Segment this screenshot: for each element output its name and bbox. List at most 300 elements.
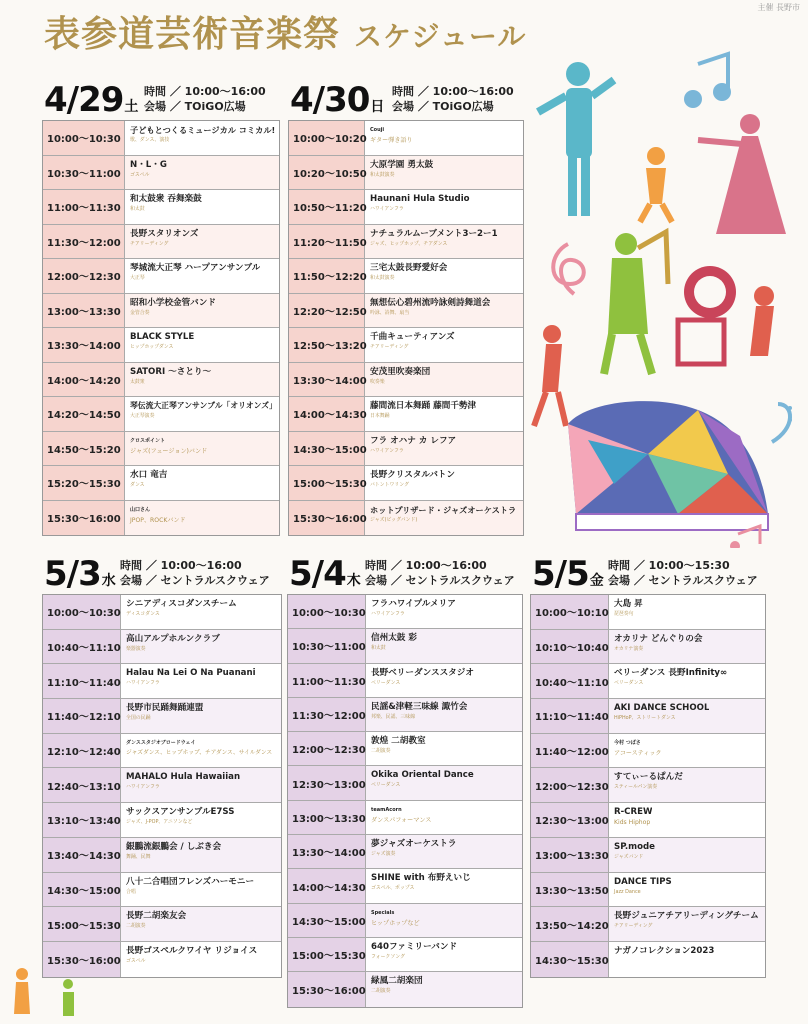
performance-genre: 楽器演奏 bbox=[126, 645, 146, 652]
performance-genre: ハワイアンフラ bbox=[370, 447, 404, 454]
weekday: 水 bbox=[101, 573, 115, 589]
schedule-row bbox=[288, 835, 522, 869]
schedule-row bbox=[289, 259, 523, 294]
schedule-table bbox=[42, 594, 282, 978]
performer-name: R-CREW bbox=[614, 807, 653, 818]
slot-time: 14:30〜15:00 bbox=[289, 432, 365, 466]
schedule-row bbox=[288, 698, 522, 732]
schedule-row bbox=[531, 734, 765, 769]
schedule-row bbox=[43, 156, 279, 191]
performer-name: 640ファミリーバンド bbox=[371, 941, 458, 952]
performance-genre: ゴスペル bbox=[130, 171, 150, 178]
performance-genre: 琵琶奏句 bbox=[614, 611, 634, 617]
slot-act bbox=[366, 904, 420, 937]
performer-name: フラハワイプルメリア bbox=[371, 599, 456, 609]
performer-name: シニアディスコダンスチーム bbox=[126, 599, 237, 609]
day-date: 5/5金 bbox=[532, 554, 603, 594]
small-musician-icon bbox=[63, 979, 74, 1016]
slot-act bbox=[121, 942, 257, 977]
slot-act bbox=[366, 698, 467, 731]
schedule-row bbox=[289, 397, 523, 432]
day-header bbox=[42, 552, 282, 594]
slot-time: 12:10〜12:40 bbox=[43, 734, 121, 768]
performance-genre: HiPHoP、ストリートダンス bbox=[614, 715, 676, 722]
slot-act bbox=[125, 294, 216, 328]
performance-genre: ジャズバンド bbox=[614, 853, 644, 860]
schedule-row bbox=[43, 907, 281, 942]
slot-time: 10:00〜10:30 bbox=[288, 595, 366, 628]
schedule-row bbox=[289, 190, 523, 225]
slot-time: 15:00〜15:30 bbox=[43, 907, 121, 941]
performer-name: ナガノコレクション2023 bbox=[614, 945, 715, 956]
performer-name: オカリナ どんぐりの会 bbox=[614, 633, 703, 644]
day-meta: 時間 ／ 10:00〜15:30 会場 ／ セントラルスクウェア bbox=[608, 559, 758, 587]
slot-time: 12:20〜12:50 bbox=[289, 294, 365, 328]
slot-act bbox=[366, 835, 456, 868]
performance-genre: ハワイアンフラ bbox=[371, 611, 405, 617]
slot-time: 11:00〜11:30 bbox=[288, 664, 366, 697]
performance-genre: スティールパン演奏 bbox=[614, 784, 658, 791]
schedule-row bbox=[289, 501, 523, 536]
slot-act bbox=[121, 838, 221, 872]
day-header bbox=[42, 78, 280, 120]
page-title bbox=[44, 6, 526, 57]
performer-name: 三宅太鼓長野愛好会 bbox=[370, 263, 448, 273]
slot-act bbox=[121, 664, 256, 698]
slot-act bbox=[125, 397, 277, 431]
slot-act bbox=[609, 942, 714, 977]
schedule-row bbox=[531, 630, 765, 665]
performer-name: 今村 つばさ bbox=[614, 739, 641, 746]
performance-genre: 吟詠、詩舞、扇当 bbox=[370, 309, 410, 316]
performer-name: 安茂里吹奏楽団 bbox=[370, 366, 431, 377]
slot-time: 13:30〜13:50 bbox=[531, 873, 609, 907]
slot-act bbox=[365, 432, 456, 466]
slot-act bbox=[365, 190, 470, 224]
performer-name: 千曲キューティアンズ bbox=[370, 332, 455, 342]
slot-act bbox=[365, 156, 433, 190]
schedule-row bbox=[43, 225, 279, 260]
treble-clef-icon bbox=[553, 244, 584, 294]
slot-act bbox=[125, 190, 202, 224]
schedule-row bbox=[531, 907, 765, 942]
day-block-0503 bbox=[42, 552, 282, 978]
schedule-row bbox=[289, 466, 523, 501]
performer-name: 民謡&津軽三味線 諏竹会 bbox=[371, 701, 468, 712]
performer-name: 琴城流大正琴 ハープアンサンブル bbox=[130, 263, 261, 273]
slot-time: 15:30〜16:00 bbox=[43, 942, 121, 977]
schedule-row bbox=[531, 664, 765, 699]
schedule-row bbox=[531, 768, 765, 803]
performance-genre: JPOP、ROCKバンド bbox=[130, 516, 186, 524]
performance-genre: Jazz Dance bbox=[614, 888, 641, 895]
schedule-row bbox=[43, 873, 281, 908]
slot-act bbox=[366, 595, 456, 628]
performance-genre: ベリーダンス bbox=[371, 679, 401, 686]
performance-genre: 全国の民踊 bbox=[126, 715, 151, 722]
slot-time: 14:30〜15:30 bbox=[531, 942, 609, 977]
weekday: 日 bbox=[370, 99, 384, 115]
slot-time: 10:30〜11:00 bbox=[288, 629, 366, 662]
slot-act bbox=[125, 156, 167, 190]
day-venue: セントラルスクウェア bbox=[405, 574, 515, 587]
performance-genre: ヒップホップダンス bbox=[130, 344, 174, 350]
performer-name: Halau Na Lei O Na Puanani bbox=[126, 668, 256, 679]
slot-time: 13:50〜14:20 bbox=[531, 907, 609, 941]
performer-name: 長野ジュニアチアリーディングチーム bbox=[614, 911, 759, 922]
saxophone-player-icon bbox=[604, 232, 668, 374]
schedule-row bbox=[43, 664, 281, 699]
day-header bbox=[530, 552, 766, 594]
slot-time: 10:30〜11:00 bbox=[43, 156, 125, 190]
slot-act bbox=[365, 363, 430, 397]
music-note-icon bbox=[684, 54, 731, 108]
slot-time: 11:40〜12:00 bbox=[531, 734, 609, 768]
slot-act bbox=[125, 225, 198, 259]
slot-time: 11:20〜11:50 bbox=[289, 225, 365, 259]
performance-genre: 和太鼓 bbox=[371, 645, 386, 652]
performance-genre: 吹奏楽 bbox=[370, 378, 385, 385]
slot-time: 15:30〜16:00 bbox=[288, 972, 366, 1006]
performer-name: 緑風二胡楽団 bbox=[371, 976, 423, 987]
schedule-row bbox=[43, 121, 279, 156]
slot-time: 13:30〜14:00 bbox=[288, 835, 366, 868]
performance-genre: ダンス bbox=[130, 482, 145, 488]
day-hours: 10:00〜16:00 bbox=[160, 559, 242, 572]
slot-act bbox=[125, 121, 275, 155]
performance-genre: 歌、ダンス、演技 bbox=[130, 137, 170, 143]
slot-time: 15:20〜15:30 bbox=[43, 466, 125, 500]
slot-time: 12:30〜13:00 bbox=[288, 766, 366, 799]
jumping-child-icon bbox=[640, 147, 672, 222]
day-block-0504 bbox=[287, 552, 523, 1008]
performance-genre: フォークソング bbox=[371, 953, 405, 960]
performer-name: 昭和小学校金管バンド bbox=[130, 297, 216, 308]
slot-time: 12:00〜12:30 bbox=[531, 768, 609, 802]
performance-genre: ハワイアンフラ bbox=[126, 680, 160, 687]
small-performer-icon bbox=[14, 968, 30, 1014]
slot-act bbox=[121, 768, 240, 802]
day-date: 5/4木 bbox=[289, 554, 360, 594]
performance-genre: バトントワリング bbox=[370, 482, 409, 488]
day-date: 4/30日 bbox=[290, 80, 384, 120]
schedule-row bbox=[288, 972, 522, 1006]
slot-time: 14:00〜14:30 bbox=[289, 397, 365, 431]
performance-genre: 和太鼓演奏 bbox=[370, 275, 395, 281]
day-block-0430 bbox=[288, 78, 524, 536]
day-header bbox=[288, 78, 524, 120]
slot-time: 11:30〜12:00 bbox=[288, 698, 366, 731]
slot-time: 12:00〜12:30 bbox=[288, 732, 366, 765]
performer-name: Okika Oriental Dance bbox=[371, 770, 474, 781]
slot-act bbox=[365, 328, 455, 362]
performance-genre: ダンスパフォーマンス bbox=[371, 816, 432, 824]
schedule-row bbox=[531, 803, 765, 838]
schedule-row bbox=[43, 734, 281, 769]
slot-time: 15:30〜16:00 bbox=[43, 501, 125, 536]
schedule-row bbox=[43, 328, 279, 363]
conductor-figure-icon bbox=[538, 62, 614, 216]
slot-act bbox=[366, 869, 471, 902]
slot-act bbox=[365, 225, 498, 259]
performer-name: 長野スタリオンズ bbox=[130, 228, 199, 239]
day-hours: 10:00〜15:30 bbox=[648, 559, 730, 572]
schedule-row bbox=[288, 801, 522, 835]
slot-time: 14:30〜15:00 bbox=[288, 904, 366, 937]
slot-time: 11:00〜11:30 bbox=[43, 190, 125, 224]
performance-genre: ジャズダンス、ヒップホップ、チアダンス、サイルダンス bbox=[126, 749, 273, 756]
performance-genre: ジャズ、J-POP、アニソンなど bbox=[126, 819, 193, 826]
slot-time: 11:10〜11:40 bbox=[43, 664, 121, 698]
schedule-row bbox=[531, 838, 765, 873]
schedule-row bbox=[289, 225, 523, 260]
performer-name: 八十二合唱団フレンズハーモニー bbox=[126, 876, 255, 887]
performer-name: teamAcorn bbox=[371, 806, 402, 813]
schedule-row bbox=[43, 630, 281, 665]
slot-act bbox=[609, 803, 652, 837]
slot-act bbox=[366, 766, 474, 799]
slot-act bbox=[609, 664, 727, 698]
day-header bbox=[287, 552, 523, 594]
slot-time: 11:50〜12:20 bbox=[289, 259, 365, 293]
slot-act bbox=[125, 432, 207, 466]
performer-name: ダンススタジオブロードウェイ bbox=[126, 739, 196, 746]
weekday: 金 bbox=[589, 573, 603, 589]
schedule-row bbox=[43, 259, 279, 294]
day-hours: 10:00〜16:00 bbox=[432, 85, 514, 98]
day-meta: 時間 ／ 10:00〜16:00 会場 ／ TOiGO広場 bbox=[392, 85, 514, 113]
bass-clef-icon bbox=[772, 404, 792, 442]
slot-act bbox=[121, 803, 234, 837]
performance-genre: ハワイアンフラ bbox=[370, 206, 404, 212]
performer-name: サックスアンサンブルE7SS bbox=[126, 807, 235, 818]
performance-genre: ゴスペル、ポップス bbox=[371, 885, 415, 892]
performance-genre: ヒップホップなど bbox=[371, 919, 420, 927]
slot-act bbox=[125, 466, 167, 500]
schedule-row bbox=[289, 156, 523, 191]
performer-name: 長野市民踊舞踊連盟 bbox=[126, 703, 204, 714]
performance-genre: オカリナ演奏 bbox=[614, 645, 644, 652]
slot-act bbox=[609, 768, 683, 802]
weekday: 木 bbox=[346, 573, 360, 589]
slot-act bbox=[366, 664, 474, 697]
slot-act bbox=[365, 397, 476, 431]
slot-act bbox=[366, 938, 457, 971]
performance-genre: 二胡演奏 bbox=[126, 923, 146, 930]
performer-name: Couji bbox=[370, 127, 385, 133]
schedule-row bbox=[288, 938, 522, 972]
performer-name: SATORI 〜さとり〜 bbox=[130, 366, 212, 377]
performance-genre: ジャズ(ビッグバンド) bbox=[370, 516, 418, 523]
slot-time: 10:20〜10:50 bbox=[289, 156, 365, 190]
schedule-table bbox=[288, 120, 524, 536]
slot-act bbox=[365, 259, 447, 293]
slot-act bbox=[609, 873, 672, 907]
day-meta: 時間 ／ 10:00〜16:00 会場 ／ セントラルスクウェア bbox=[365, 559, 515, 587]
schedule-row bbox=[43, 699, 281, 734]
slot-act bbox=[125, 328, 194, 362]
slot-act bbox=[366, 972, 423, 1006]
performance-genre: 和太鼓演奏 bbox=[370, 171, 395, 178]
slot-time: 12:30〜13:00 bbox=[531, 803, 609, 837]
schedule-row bbox=[288, 732, 522, 766]
page-title-main: 表参道芸術音楽祭 bbox=[44, 13, 341, 55]
performance-genre: 金管合奏 bbox=[130, 309, 150, 316]
slot-time: 15:00〜15:30 bbox=[289, 466, 365, 500]
performance-genre: ベリーダンス bbox=[371, 782, 401, 789]
slot-act bbox=[609, 734, 662, 768]
performer-name: 藤間流日本舞踊 藤間千勢津 bbox=[370, 401, 477, 411]
slot-time: 10:00〜10:10 bbox=[531, 595, 609, 629]
performer-name: クロスポイント bbox=[130, 437, 166, 444]
page-title-sub: スケジュール bbox=[354, 20, 527, 53]
performer-name: N・L・G bbox=[130, 159, 167, 170]
slot-time: 14:00〜14:20 bbox=[43, 363, 125, 397]
performer-name: フラ オハナ カ レフア bbox=[370, 435, 457, 446]
slot-time: 11:30〜12:00 bbox=[43, 225, 125, 259]
schedule-row bbox=[43, 397, 279, 432]
performer-name: 夢ジャズオーケストラ bbox=[371, 839, 457, 850]
day-date: 5/3水 bbox=[44, 554, 115, 594]
performer-name: DANCE TIPS bbox=[614, 876, 672, 887]
slot-act bbox=[125, 363, 211, 397]
performance-genre: 舞踊、民舞 bbox=[126, 853, 151, 860]
singer-figure-icon bbox=[698, 114, 786, 234]
performance-genre: チアリーディング bbox=[370, 344, 409, 350]
slot-act bbox=[121, 630, 220, 664]
slot-act bbox=[121, 907, 186, 941]
performer-name: 水口 竜吉 bbox=[130, 470, 168, 480]
day-meta: 時間 ／ 10:00〜16:00 会場 ／ セントラルスクウェア bbox=[120, 559, 270, 587]
slot-time: 12:50〜13:20 bbox=[289, 328, 365, 362]
schedule-row bbox=[43, 768, 281, 803]
day-venue: セントラルスクウェア bbox=[160, 574, 270, 587]
schedule-row bbox=[288, 664, 522, 698]
schedule-row bbox=[43, 190, 279, 225]
performance-genre: ジャズ演奏 bbox=[371, 851, 396, 858]
schedule-row bbox=[288, 904, 522, 938]
schedule-row bbox=[43, 803, 281, 838]
schedule-row bbox=[531, 873, 765, 908]
performer-name: MAHALO Hula Hawaiian bbox=[126, 772, 241, 783]
performer-name: 長野ゴスペルクワイヤ リジョイス bbox=[126, 945, 258, 956]
performer-name: BLACK STYLE bbox=[130, 332, 195, 342]
slot-time: 13:10〜13:40 bbox=[43, 803, 121, 837]
slot-act bbox=[365, 466, 455, 500]
schedule-row bbox=[289, 328, 523, 363]
day-block-0505 bbox=[530, 552, 766, 978]
day-venue: セントラルスクウェア bbox=[648, 574, 758, 587]
performance-genre: Kids Hiphop bbox=[614, 819, 651, 827]
performance-genre: 和太鼓 bbox=[130, 206, 145, 212]
schedule-row bbox=[288, 595, 522, 629]
slot-act bbox=[366, 801, 431, 834]
slot-time: 10:50〜11:20 bbox=[289, 190, 365, 224]
performer-name: SP.mode bbox=[614, 841, 656, 852]
slot-time: 13:00〜13:30 bbox=[531, 838, 609, 872]
performance-genre: 邦楽、民謡、三味線 bbox=[371, 713, 416, 720]
slot-time: 13:40〜14:30 bbox=[43, 838, 121, 872]
slot-time: 14:50〜15:20 bbox=[43, 432, 125, 466]
bottom-figures-decoration bbox=[8, 964, 88, 1020]
performer-name: 琴伝流大正琴アンサンブル「オリオンズ」 bbox=[130, 401, 277, 410]
slot-act bbox=[366, 629, 417, 662]
weekday: 土 bbox=[124, 99, 138, 115]
day-hours: 10:00〜16:00 bbox=[184, 85, 266, 98]
performer-name: 山口さん bbox=[130, 506, 151, 513]
schedule-table bbox=[287, 594, 523, 1008]
dancer-icon bbox=[534, 325, 566, 426]
performer-name: Haunani Hula Studio bbox=[370, 194, 470, 204]
slot-act bbox=[125, 501, 186, 536]
slot-time: 14:30〜15:00 bbox=[43, 873, 121, 907]
performer-name: 和太鼓衆 吞舞楽鼓 bbox=[130, 194, 202, 204]
slot-time: 14:00〜14:30 bbox=[288, 869, 366, 902]
slot-time: 13:00〜13:30 bbox=[288, 801, 366, 834]
schedule-row bbox=[289, 294, 523, 329]
performance-genre: 合唱 bbox=[126, 888, 136, 895]
slot-time: 10:10〜10:40 bbox=[531, 630, 609, 664]
performance-genre: 太鼓衆 bbox=[130, 378, 145, 385]
schedule-row bbox=[289, 121, 523, 156]
performer-name: SHINE with 布野えいじ bbox=[371, 873, 471, 884]
schedule-row bbox=[289, 363, 523, 398]
slot-time: 10:00〜10:30 bbox=[43, 595, 121, 629]
slot-act bbox=[365, 501, 516, 536]
schedule-row bbox=[43, 838, 281, 873]
performer-name: 銀鵬流銀鵬会 / しぶき会 bbox=[126, 841, 222, 852]
day-hours: 10:00〜16:00 bbox=[405, 559, 487, 572]
day-block-0429 bbox=[42, 78, 280, 536]
performance-genre: 二胡演奏 bbox=[371, 988, 391, 995]
slot-time: 10:00〜10:20 bbox=[289, 121, 365, 155]
performer-name: 無想伝心碧州流吟詠剣詩舞道会 bbox=[370, 297, 491, 308]
performance-genre: ジャズ、ヒップホップ、チアダンス bbox=[370, 240, 448, 247]
day-meta: 時間 ／ 10:00〜16:00 会場 ／ TOiGO広場 bbox=[144, 85, 266, 113]
performer-name: 子どもとつくるミュージカル コミカル! bbox=[130, 125, 276, 135]
slot-time: 13:00〜13:30 bbox=[43, 294, 125, 328]
slot-time: 10:40〜11:10 bbox=[531, 664, 609, 698]
mosaic-piano-icon bbox=[568, 401, 768, 530]
performance-genre: ディスコダンス bbox=[126, 611, 160, 617]
performer-name: ベリーダンス 長野Infinity∞ bbox=[614, 668, 728, 679]
schedule-table bbox=[42, 120, 280, 536]
schedule-row bbox=[288, 629, 522, 663]
slot-time: 15:30〜16:00 bbox=[289, 501, 365, 536]
performance-genre: 二胡演奏 bbox=[371, 748, 391, 755]
schedule-row bbox=[288, 766, 522, 800]
slot-time: 10:00〜10:30 bbox=[43, 121, 125, 155]
organizer-note: 主催 長野市 bbox=[757, 3, 800, 12]
schedule-row bbox=[43, 595, 281, 630]
performer-name: 高山アルプホルンクラブ bbox=[126, 633, 220, 644]
performer-name: 長野ベリーダンススタジオ bbox=[371, 667, 474, 678]
schedule-row bbox=[531, 699, 765, 734]
slot-time: 13:30〜14:00 bbox=[289, 363, 365, 397]
performance-genre: ゴスペル bbox=[126, 957, 146, 964]
performer-name: 長野二胡楽友会 bbox=[126, 911, 187, 922]
performer-name: すてぃーるぱんだ bbox=[614, 772, 683, 783]
performer-name: 敦煌 二胡教室 bbox=[371, 736, 426, 747]
schedule-row bbox=[43, 432, 279, 467]
day-venue: TOiGO広場 bbox=[432, 100, 494, 113]
slot-act bbox=[609, 907, 759, 941]
performers-illustration bbox=[528, 44, 804, 548]
slot-time: 11:10〜11:40 bbox=[531, 699, 609, 733]
slot-act bbox=[121, 595, 237, 629]
slot-act bbox=[121, 734, 272, 768]
performer-name: 信州太鼓 彩 bbox=[371, 633, 417, 644]
